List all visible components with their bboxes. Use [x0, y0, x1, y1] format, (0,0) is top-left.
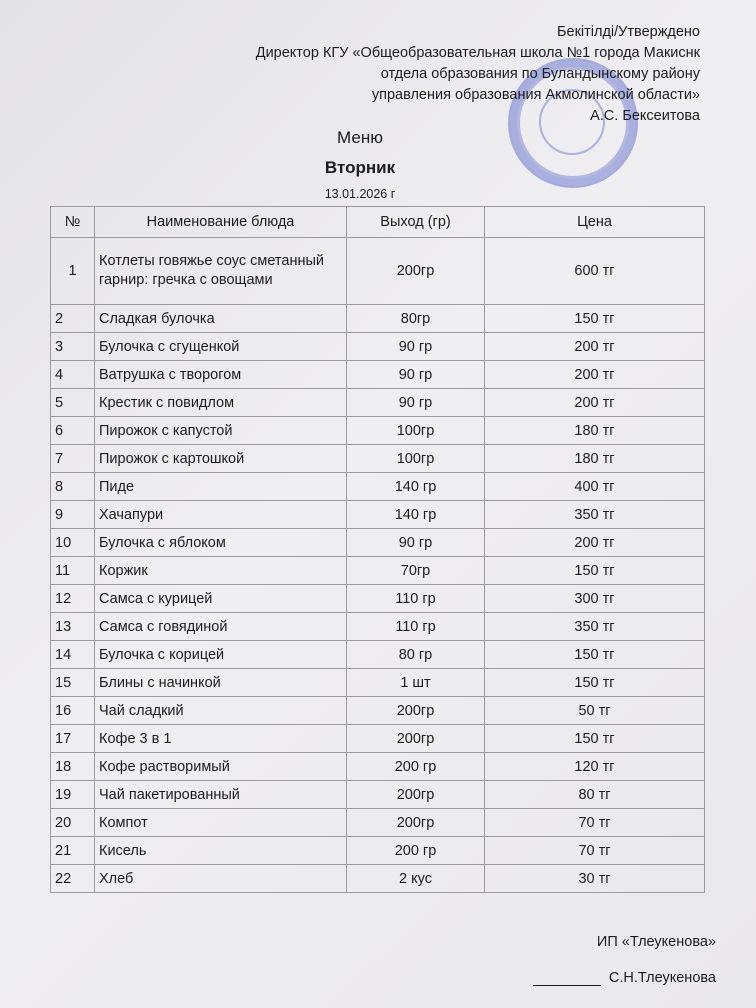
table-row: [51, 238, 705, 305]
dish-name: Хачапури: [95, 501, 347, 529]
dish-name: Ватрушка с творогом: [95, 361, 347, 389]
dish-name: Булочка с сгущенкой: [95, 333, 347, 361]
dish-price: 300 тг: [485, 585, 705, 613]
dish-price: 150 тг: [485, 305, 705, 333]
row-number: 2: [51, 305, 95, 333]
dish-output: 200гр: [347, 809, 485, 837]
row-number: 22: [51, 865, 95, 893]
table-header-row: [51, 207, 705, 238]
dish-name: Блины с начинкой: [95, 669, 347, 697]
table-row: [51, 697, 705, 725]
table-row: [51, 669, 705, 697]
header-price: Цена: [485, 207, 705, 238]
approval-block: [256, 22, 700, 127]
dish-price: 200 тг: [485, 361, 705, 389]
dish-price: 350 тг: [485, 501, 705, 529]
dish-name: Пирожок с капустой: [95, 417, 347, 445]
dish-name: Коржик: [95, 557, 347, 585]
dish-price: 180 тг: [485, 417, 705, 445]
signature-name: С.Н.Тлеукенова: [608, 970, 716, 986]
row-number: 20: [51, 809, 95, 837]
row-number: 9: [51, 501, 95, 529]
dish-price: 600 тг: [485, 238, 705, 305]
dish-output: 100гр: [347, 445, 485, 473]
signature-line: [533, 970, 716, 986]
signature-underline: [533, 971, 601, 986]
menu-title: Меню: [337, 128, 383, 147]
dish-price: 50 тг: [485, 697, 705, 725]
dish-name: Пиде: [95, 473, 347, 501]
approval-signatory: А.С. Бексеитова: [590, 108, 700, 124]
dish-output: 2 кус: [347, 865, 485, 893]
dish-price: 70 тг: [485, 809, 705, 837]
row-number: 4: [51, 361, 95, 389]
dish-output: 200гр: [347, 238, 485, 305]
dish-name: Хлеб: [95, 865, 347, 893]
table-row: [51, 613, 705, 641]
dish-output: 200гр: [347, 725, 485, 753]
dish-price: 150 тг: [485, 557, 705, 585]
dish-price: 200 тг: [485, 389, 705, 417]
table-row: [51, 529, 705, 557]
row-number: 12: [51, 585, 95, 613]
dish-output: 100гр: [347, 417, 485, 445]
row-number: 13: [51, 613, 95, 641]
row-number: 1: [51, 238, 95, 305]
dish-output: 140 гр: [347, 501, 485, 529]
header-name: Наименование блюда: [95, 207, 347, 238]
dish-price: 150 тг: [485, 725, 705, 753]
dish-name: Самса с курицей: [95, 585, 347, 613]
table-row: [51, 389, 705, 417]
approval-status: Бекітілді/Утверждено: [557, 24, 700, 40]
dish-name: Котлеты говяжье соус сметанный гарнир: гречка с овощами: [95, 238, 347, 305]
dish-output: 1 шт: [347, 669, 485, 697]
dish-price: 200 тг: [485, 333, 705, 361]
dish-output: 80гр: [347, 305, 485, 333]
dish-name: Самса с говядиной: [95, 613, 347, 641]
dish-price: 400 тг: [485, 473, 705, 501]
table-row: [51, 809, 705, 837]
dish-name: Пирожок с картошкой: [95, 445, 347, 473]
dish-name: Сладкая булочка: [95, 305, 347, 333]
table-row: [51, 501, 705, 529]
dish-output: 140 гр: [347, 473, 485, 501]
dish-output: 90 гр: [347, 361, 485, 389]
signature-org: ИП «Тлеукенова»: [596, 934, 716, 950]
row-number: 10: [51, 529, 95, 557]
dish-output: 200 гр: [347, 753, 485, 781]
row-number: 8: [51, 473, 95, 501]
row-number: 16: [51, 697, 95, 725]
table-row: [51, 641, 705, 669]
dish-output: 90 гр: [347, 529, 485, 557]
dish-name: Кофе 3 в 1: [95, 725, 347, 753]
dish-name: Булочка с яблоком: [95, 529, 347, 557]
dish-price: 150 тг: [485, 669, 705, 697]
row-number: 11: [51, 557, 95, 585]
dish-name: Чай сладкий: [95, 697, 347, 725]
row-number: 7: [51, 445, 95, 473]
dish-output: 70гр: [347, 557, 485, 585]
dish-price: 150 тг: [485, 641, 705, 669]
dish-price: 180 тг: [485, 445, 705, 473]
dish-name: Компот: [95, 809, 347, 837]
table-row: [51, 473, 705, 501]
dish-output: 200гр: [347, 781, 485, 809]
table-row: [51, 557, 705, 585]
dish-output: 200гр: [347, 697, 485, 725]
table-row: [51, 781, 705, 809]
dish-price: 350 тг: [485, 613, 705, 641]
table-row: [51, 417, 705, 445]
table-row: [51, 753, 705, 781]
approval-administration: управления образования Акмолинской области»: [371, 87, 700, 103]
approval-director: Директор КГУ «Общеобразовательная школа №1 города Макиснк: [255, 45, 700, 61]
row-number: 21: [51, 837, 95, 865]
table-row: [51, 333, 705, 361]
table-row: [51, 305, 705, 333]
row-number: 18: [51, 753, 95, 781]
row-number: 15: [51, 669, 95, 697]
approval-department: отдела образования по Буландынскому району: [380, 66, 700, 82]
dish-price: 80 тг: [485, 781, 705, 809]
dish-name: Чай пакетированный: [95, 781, 347, 809]
dish-price: 200 тг: [485, 529, 705, 557]
menu-table-body: [51, 238, 705, 893]
row-number: 5: [51, 389, 95, 417]
menu-table: [50, 206, 705, 893]
table-row: [51, 837, 705, 865]
table-row: [51, 585, 705, 613]
dish-name: Кофе растворимый: [95, 753, 347, 781]
dish-name: Крестик с повидлом: [95, 389, 347, 417]
dish-output: 90 гр: [347, 389, 485, 417]
row-number: 14: [51, 641, 95, 669]
dish-output: 110 гр: [347, 613, 485, 641]
table-row: [51, 865, 705, 893]
menu-day: Вторник: [324, 158, 396, 177]
row-number: 17: [51, 725, 95, 753]
dish-output: 80 гр: [347, 641, 485, 669]
header-output: Выход (гр): [347, 207, 485, 238]
dish-price: 30 тг: [485, 865, 705, 893]
row-number: 3: [51, 333, 95, 361]
header-num: №: [51, 207, 95, 238]
dish-output: 110 гр: [347, 585, 485, 613]
dish-price: 70 тг: [485, 837, 705, 865]
dish-output: 90 гр: [347, 333, 485, 361]
dish-output: 200 гр: [347, 837, 485, 865]
row-number: 19: [51, 781, 95, 809]
table-row: [51, 725, 705, 753]
dish-name: Булочка с корицей: [95, 641, 347, 669]
row-number: 6: [51, 417, 95, 445]
table-row: [51, 445, 705, 473]
dish-price: 120 тг: [485, 753, 705, 781]
dish-name: Кисель: [95, 837, 347, 865]
menu-date: 13.01.2026 г: [324, 187, 396, 201]
table-row: [51, 361, 705, 389]
